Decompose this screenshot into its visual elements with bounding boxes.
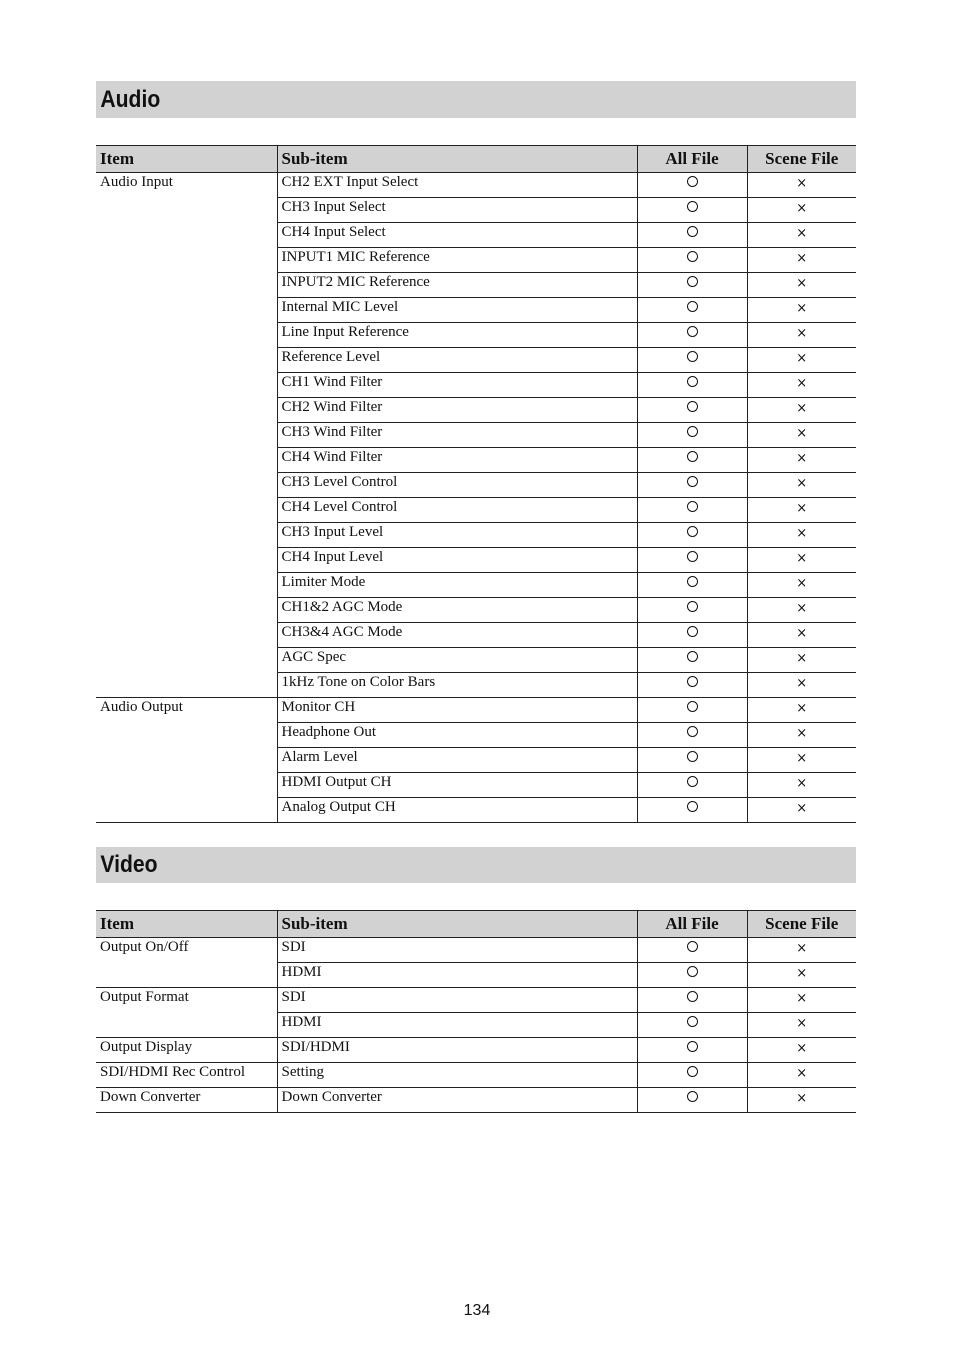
sub-item-cell: SDI/HDMI [277, 1038, 637, 1063]
all-file-cell [637, 423, 747, 448]
circle-icon [687, 226, 698, 237]
cross-mark: × [796, 1016, 808, 1031]
cross-mark: × [796, 1041, 808, 1056]
all-file-cell [637, 698, 747, 723]
circle-icon [687, 576, 698, 587]
table-row [96, 988, 856, 1013]
scene-file-cell [747, 523, 856, 548]
cross-mark: × [796, 301, 808, 316]
cross-mark: × [796, 626, 808, 641]
section-title-audio: Audio [100, 86, 161, 113]
circle-icon [687, 176, 698, 187]
cross-mark: × [796, 576, 808, 591]
scene-file-cell [747, 473, 856, 498]
all-file-cell [637, 773, 747, 798]
all-file-cell [637, 373, 747, 398]
cross-mark: × [796, 991, 808, 1006]
scene-file-cell [747, 1013, 856, 1038]
circle-icon [687, 301, 698, 312]
circle-icon [687, 751, 698, 762]
table-header-row [96, 146, 856, 173]
all-file-cell [637, 1013, 747, 1038]
scene-file-cell [747, 1063, 856, 1088]
sub-item-cell: CH3 Level Control [277, 473, 637, 498]
circle-icon [687, 941, 698, 952]
section-bar-video [96, 847, 856, 883]
item-cell: Audio Output [96, 698, 277, 823]
cross-mark: × [796, 801, 808, 816]
scene-file-cell [747, 623, 856, 648]
all-file-cell [637, 1088, 747, 1113]
sub-item-cell: Internal MIC Level [277, 298, 637, 323]
cross-mark: × [796, 351, 808, 366]
all-file-cell [637, 348, 747, 373]
header-sub-item: Sub-item [277, 146, 637, 173]
settings-table-video [96, 910, 856, 1113]
scene-file-cell [747, 748, 856, 773]
scene-file-cell [747, 1088, 856, 1113]
sub-item-cell: CH4 Input Level [277, 548, 637, 573]
cross-mark: × [796, 941, 808, 956]
scene-file-cell [747, 223, 856, 248]
scene-file-cell [747, 273, 856, 298]
circle-icon [687, 251, 698, 262]
all-file-cell [637, 748, 747, 773]
cross-mark: × [796, 176, 808, 191]
cross-mark: × [796, 426, 808, 441]
circle-icon [687, 326, 698, 337]
cross-mark: × [796, 751, 808, 766]
circle-icon [687, 1041, 698, 1052]
sub-item-cell: INPUT1 MIC Reference [277, 248, 637, 273]
sub-item-cell: Alarm Level [277, 748, 637, 773]
cross-mark: × [796, 551, 808, 566]
scene-file-cell [747, 773, 856, 798]
cross-mark: × [796, 251, 808, 266]
cross-mark: × [796, 376, 808, 391]
sub-item-cell: Analog Output CH [277, 798, 637, 823]
sub-item-cell: CH1 Wind Filter [277, 373, 637, 398]
sub-item-cell: CH4 Level Control [277, 498, 637, 523]
all-file-cell [637, 273, 747, 298]
scene-file-cell [747, 723, 856, 748]
cross-mark: × [796, 776, 808, 791]
sub-item-cell: SDI [277, 988, 637, 1013]
header-scene-file: Scene File [747, 146, 856, 173]
sub-item-cell: 1kHz Tone on Color Bars [277, 673, 637, 698]
table-row [96, 938, 856, 963]
sub-item-cell: Down Converter [277, 1088, 637, 1113]
cross-mark: × [796, 676, 808, 691]
sub-item-cell: CH3 Input Select [277, 198, 637, 223]
header-scene-file: Scene File [747, 911, 856, 938]
sub-item-cell: CH2 EXT Input Select [277, 173, 637, 198]
scene-file-cell [747, 423, 856, 448]
table-row [96, 698, 856, 723]
table-row [96, 1088, 856, 1113]
cross-mark: × [796, 1066, 808, 1081]
circle-icon [687, 551, 698, 562]
circle-icon [687, 501, 698, 512]
scene-file-cell [747, 323, 856, 348]
scene-file-cell [747, 598, 856, 623]
cross-mark: × [796, 326, 808, 341]
sub-item-cell: CH1&2 AGC Mode [277, 598, 637, 623]
all-file-cell [637, 223, 747, 248]
all-file-cell [637, 1038, 747, 1063]
item-cell: Audio Input [96, 173, 277, 698]
scene-file-cell [747, 1038, 856, 1063]
item-cell: Output On/Off [96, 938, 277, 988]
scene-file-cell [747, 798, 856, 823]
cross-mark: × [796, 1091, 808, 1106]
sub-item-cell: Monitor CH [277, 698, 637, 723]
all-file-cell [637, 723, 747, 748]
scene-file-cell [747, 348, 856, 373]
cross-mark: × [796, 501, 808, 516]
circle-icon [687, 426, 698, 437]
circle-icon [687, 776, 698, 787]
table-header-row [96, 911, 856, 938]
sub-item-cell: Reference Level [277, 348, 637, 373]
sub-item-cell: CH4 Input Select [277, 223, 637, 248]
circle-icon [687, 526, 698, 537]
cross-mark: × [796, 451, 808, 466]
circle-icon [687, 351, 698, 362]
scene-file-cell [747, 298, 856, 323]
all-file-cell [637, 473, 747, 498]
all-file-cell [637, 548, 747, 573]
all-file-cell [637, 448, 747, 473]
circle-icon [687, 476, 698, 487]
circle-icon [687, 626, 698, 637]
circle-icon [687, 676, 698, 687]
item-cell: SDI/HDMI Rec Control [96, 1063, 277, 1088]
scene-file-cell [747, 498, 856, 523]
table-row [96, 173, 856, 198]
all-file-cell [637, 938, 747, 963]
sub-item-cell: CH3 Input Level [277, 523, 637, 548]
sub-item-cell: Limiter Mode [277, 573, 637, 598]
scene-file-cell [747, 448, 856, 473]
page-number: 134 [463, 1302, 491, 1319]
sub-item-cell: Line Input Reference [277, 323, 637, 348]
table-row [96, 1038, 856, 1063]
circle-icon [687, 601, 698, 612]
circle-icon [687, 451, 698, 462]
scene-file-cell [747, 673, 856, 698]
scene-file-cell [747, 248, 856, 273]
cross-mark: × [796, 601, 808, 616]
scene-file-cell [747, 648, 856, 673]
scene-file-cell [747, 963, 856, 988]
circle-icon [687, 1066, 698, 1077]
all-file-cell [637, 173, 747, 198]
circle-icon [687, 276, 698, 287]
circle-icon [687, 1091, 698, 1102]
circle-icon [687, 966, 698, 977]
all-file-cell [637, 963, 747, 988]
all-file-cell [637, 573, 747, 598]
scene-file-cell [747, 988, 856, 1013]
header-sub-item: Sub-item [277, 911, 637, 938]
cross-mark: × [796, 966, 808, 981]
scene-file-cell [747, 573, 856, 598]
all-file-cell [637, 673, 747, 698]
all-file-cell [637, 798, 747, 823]
all-file-cell [637, 648, 747, 673]
cross-mark: × [796, 526, 808, 541]
sub-item-cell: HDMI [277, 1013, 637, 1038]
item-cell: Output Format [96, 988, 277, 1038]
all-file-cell [637, 988, 747, 1013]
cross-mark: × [796, 201, 808, 216]
header-all-file: All File [637, 911, 747, 938]
sub-item-cell: AGC Spec [277, 648, 637, 673]
all-file-cell [637, 398, 747, 423]
all-file-cell [637, 623, 747, 648]
cross-mark: × [796, 276, 808, 291]
sub-item-cell: Headphone Out [277, 723, 637, 748]
circle-icon [687, 401, 698, 412]
all-file-cell [637, 323, 747, 348]
circle-icon [687, 991, 698, 1002]
sub-item-cell: CH3 Wind Filter [277, 423, 637, 448]
cross-mark: × [796, 401, 808, 416]
all-file-cell [637, 198, 747, 223]
scene-file-cell [747, 698, 856, 723]
section-bar-audio [96, 81, 856, 118]
all-file-cell [637, 248, 747, 273]
cross-mark: × [796, 726, 808, 741]
section-title-video: Video [100, 851, 158, 878]
all-file-cell [637, 498, 747, 523]
cross-mark: × [796, 701, 808, 716]
scene-file-cell [747, 373, 856, 398]
header-item: Item [96, 146, 277, 173]
all-file-cell [637, 1063, 747, 1088]
scene-file-cell [747, 548, 856, 573]
sub-item-cell: INPUT2 MIC Reference [277, 273, 637, 298]
sub-item-cell: CH2 Wind Filter [277, 398, 637, 423]
circle-icon [687, 801, 698, 812]
circle-icon [687, 1016, 698, 1027]
scene-file-cell [747, 173, 856, 198]
all-file-cell [637, 598, 747, 623]
settings-table-audio [96, 145, 856, 823]
sub-item-cell: Setting [277, 1063, 637, 1088]
item-cell: Output Display [96, 1038, 277, 1063]
scene-file-cell [747, 398, 856, 423]
sub-item-cell: HDMI Output CH [277, 773, 637, 798]
circle-icon [687, 701, 698, 712]
item-cell: Down Converter [96, 1088, 277, 1113]
scene-file-cell [747, 938, 856, 963]
header-all-file: All File [637, 146, 747, 173]
circle-icon [687, 726, 698, 737]
cross-mark: × [796, 651, 808, 666]
sub-item-cell: CH4 Wind Filter [277, 448, 637, 473]
header-item: Item [96, 911, 277, 938]
sub-item-cell: SDI [277, 938, 637, 963]
all-file-cell [637, 298, 747, 323]
sub-item-cell: HDMI [277, 963, 637, 988]
scene-file-cell [747, 198, 856, 223]
circle-icon [687, 201, 698, 212]
sub-item-cell: CH3&4 AGC Mode [277, 623, 637, 648]
circle-icon [687, 651, 698, 662]
cross-mark: × [796, 226, 808, 241]
table-row [96, 1063, 856, 1088]
all-file-cell [637, 523, 747, 548]
cross-mark: × [796, 476, 808, 491]
circle-icon [687, 376, 698, 387]
